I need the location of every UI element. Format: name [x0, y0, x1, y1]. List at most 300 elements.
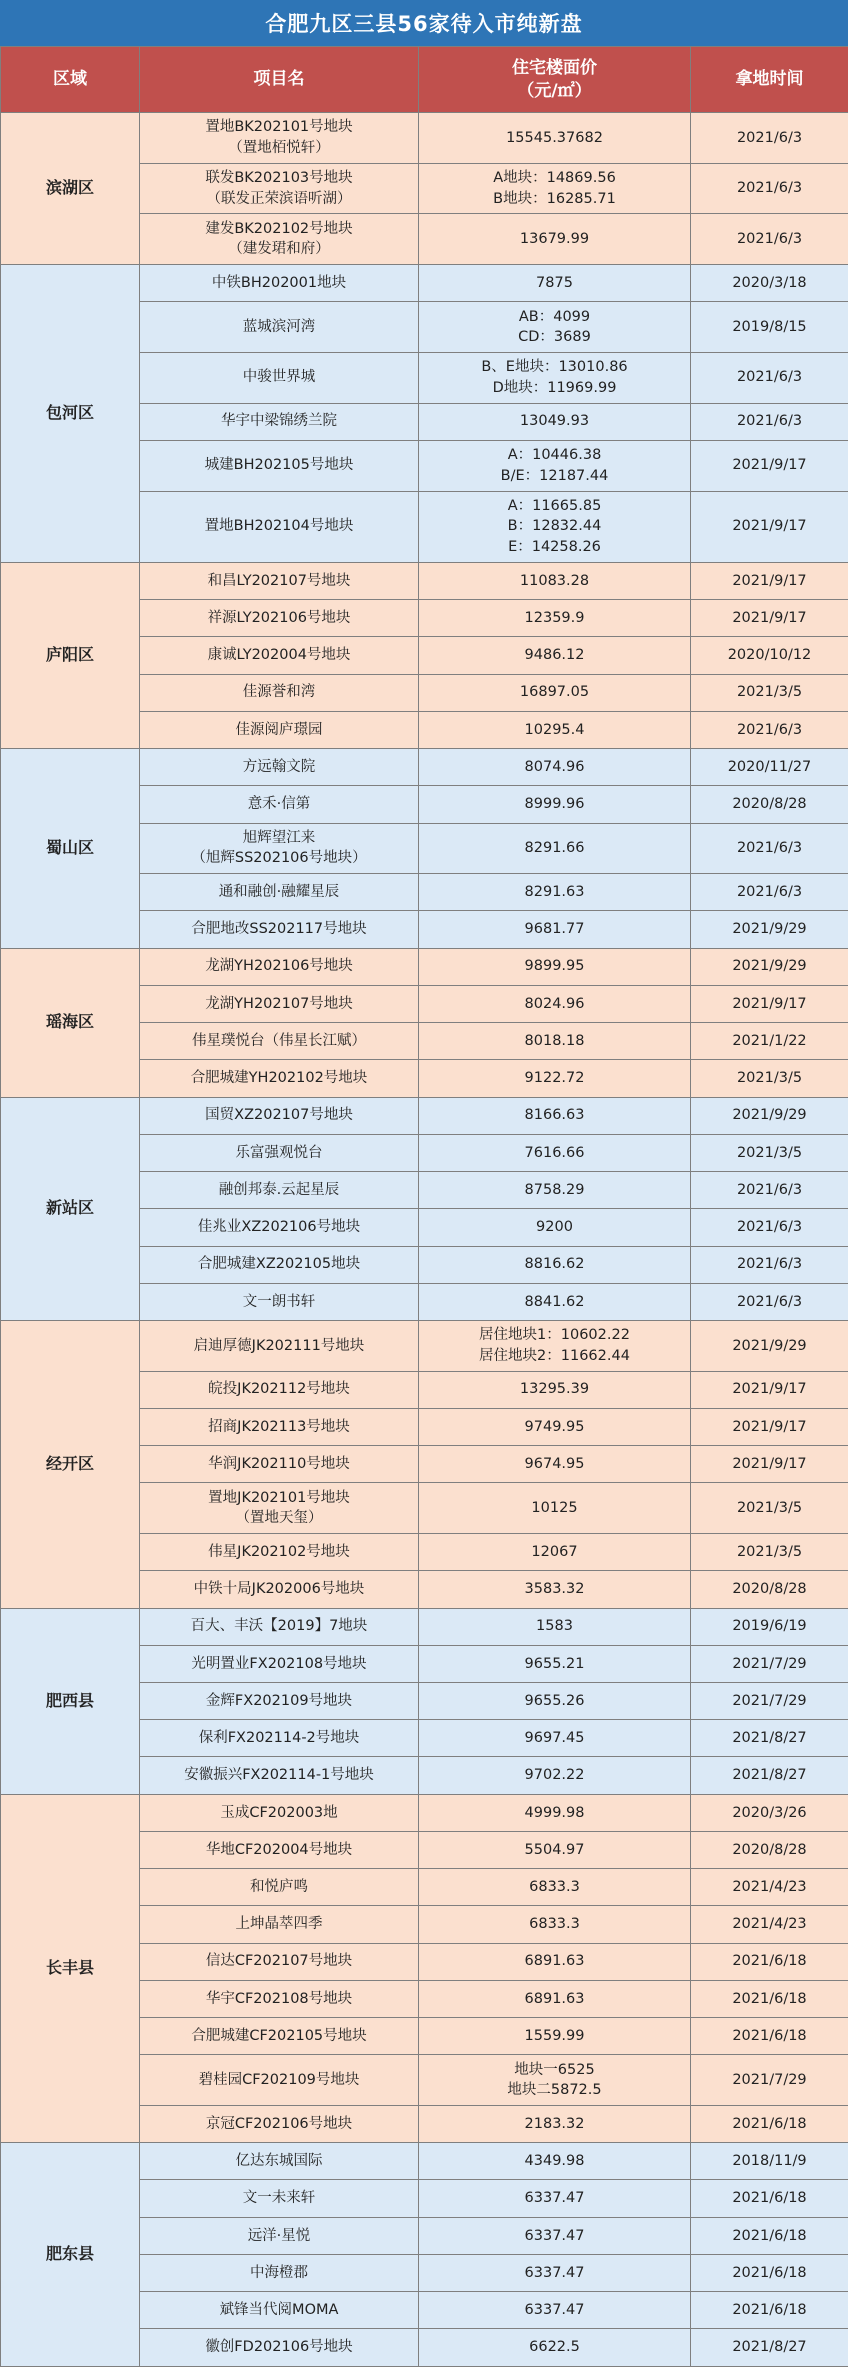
price-cell: [419, 1097, 691, 1134]
project-name-line: 置地BK202101号地块: [205, 119, 353, 136]
price-line: 地块一6525: [514, 2061, 595, 2078]
price-cell: [419, 711, 691, 748]
price-line: 6337.47: [524, 2301, 585, 2318]
project-name-line: （置地天玺）: [235, 1510, 323, 1527]
price-cell: [419, 985, 691, 1022]
project-name-line: 安徽振兴FX202114-1号地块: [184, 1767, 374, 1784]
project-name-cell: [140, 2105, 419, 2142]
date-cell: 2021/3/5: [691, 1534, 848, 1571]
project-name-line: 金辉FX202109号地块: [205, 1692, 353, 1709]
project-name-cell: [140, 874, 419, 911]
date-cell: 2021/8/27: [691, 1720, 848, 1757]
price-line: 9674.95: [524, 1455, 585, 1472]
price-line: 9486.12: [524, 647, 585, 664]
price-line: 8816.62: [524, 1256, 585, 1273]
project-name-line: 合肥城建XZ202105地块: [197, 1256, 361, 1273]
price-cell: [419, 911, 691, 948]
project-name-line: 信达CF202107号地块: [205, 1953, 353, 1970]
price-line: 8024.96: [524, 995, 585, 1012]
price-line: 7616.66: [524, 1144, 585, 1161]
table-row: [1, 948, 848, 985]
date-cell: 2021/4/23: [691, 1906, 848, 1943]
price-cell: [419, 1906, 691, 1943]
project-name-cell: [140, 1246, 419, 1283]
table-row: [1, 749, 848, 786]
project-name-line: 龙湖YH202106号地块: [205, 958, 353, 975]
price-line: 6833.3: [529, 1916, 580, 1933]
project-name-line: 融创邦泰.云起星辰: [218, 1181, 340, 1198]
project-name-line: 百大、丰沃【2019】7地块: [190, 1618, 368, 1635]
project-name-cell: [140, 1483, 419, 1534]
header-date: 拿地时间: [691, 47, 848, 113]
land-table: [0, 46, 848, 2367]
date-cell: 2021/6/3: [691, 711, 848, 748]
price-cell: [419, 562, 691, 599]
project-name-cell: [140, 1757, 419, 1794]
price-cell: [419, 2329, 691, 2367]
price-cell: [419, 1794, 691, 1831]
price-cell: [419, 1246, 691, 1283]
date-cell: 2021/6/18: [691, 2018, 848, 2055]
project-name-cell: [140, 113, 419, 164]
price-cell: [419, 2105, 691, 2142]
price-line: 4999.98: [524, 1804, 585, 1821]
date-cell: 2021/9/29: [691, 1320, 848, 1371]
date-cell: 2021/9/17: [691, 600, 848, 637]
project-name-cell: [140, 214, 419, 265]
project-name-cell: [140, 911, 419, 948]
project-name-line: 佳源阅庐璟园: [235, 721, 323, 738]
district-cell: 瑶海区: [1, 948, 140, 1097]
project-name-line: 方远翰文院: [242, 758, 316, 775]
header-district: 区域: [1, 47, 140, 113]
district-cell: 包河区: [1, 265, 140, 563]
table-row: [1, 2143, 848, 2180]
price-line: 8758.29: [524, 1181, 585, 1198]
price-cell: [419, 1757, 691, 1794]
price-line: 8291.66: [524, 840, 585, 857]
project-name-line: 光明置业FX202108号地块: [191, 1655, 367, 1672]
project-name-cell: [140, 1408, 419, 1445]
date-cell: 2021/8/27: [691, 2329, 848, 2367]
project-name-cell: [140, 674, 419, 711]
price-line: E：14258.26: [508, 538, 601, 555]
date-cell: 2021/6/18: [691, 1943, 848, 1980]
price-line: 6891.63: [524, 1953, 585, 1970]
date-cell: 2021/8/27: [691, 1757, 848, 1794]
date-cell: 2021/9/17: [691, 985, 848, 1022]
project-name-line: 皖投JK202112号地块: [208, 1381, 350, 1398]
price-line: 15545.37682: [506, 129, 603, 146]
price-line: 8841.62: [524, 1293, 585, 1310]
project-name-cell: [140, 985, 419, 1022]
date-cell: 2021/6/3: [691, 1246, 848, 1283]
project-name-cell: [140, 1371, 419, 1408]
price-cell: [419, 874, 691, 911]
date-cell: 2020/8/28: [691, 1831, 848, 1868]
price-line: 9122.72: [524, 1070, 585, 1087]
project-name-cell: [140, 2143, 419, 2180]
price-line: 9655.26: [524, 1692, 585, 1709]
project-name-line: 龙湖YH202107号地块: [205, 995, 353, 1012]
price-line: 9697.45: [524, 1730, 585, 1747]
price-cell: [419, 1320, 691, 1371]
date-cell: 2021/9/17: [691, 1446, 848, 1483]
price-line: 10295.4: [524, 721, 585, 738]
date-cell: 2021/6/18: [691, 2292, 848, 2329]
price-line: 13049.93: [519, 413, 590, 430]
project-name-line: 中铁十局JK202006号地块: [193, 1581, 365, 1598]
project-name-cell: [140, 711, 419, 748]
project-name-line: 和悦庐鸣: [250, 1878, 308, 1895]
district-cell: 蜀山区: [1, 749, 140, 949]
date-cell: 2021/6/18: [691, 2180, 848, 2217]
project-name-line: 合肥城建CF202105号地块: [191, 2027, 367, 2044]
project-name-cell: [140, 440, 419, 491]
price-line: 6891.63: [524, 1990, 585, 2007]
price-cell: [419, 1571, 691, 1608]
date-cell: 2020/11/27: [691, 749, 848, 786]
price-line: 8291.63: [524, 884, 585, 900]
price-line: 9655.21: [524, 1655, 585, 1672]
project-name-line: 联发BK202103号地块: [205, 169, 353, 186]
header-row: [1, 47, 848, 113]
price-cell: [419, 1943, 691, 1980]
price-line: 3583.32: [524, 1581, 585, 1598]
project-name-line: （置地栢悦轩）: [228, 139, 330, 156]
price-line: 8166.63: [524, 1107, 585, 1124]
price-line: 居住地块1：10602.22: [479, 1327, 630, 1344]
price-line: 7875: [536, 274, 573, 291]
date-cell: 2021/6/3: [691, 823, 848, 874]
project-name-cell: [140, 600, 419, 637]
project-name-line: 招商JK202113号地块: [208, 1418, 350, 1435]
date-cell: 2021/9/17: [691, 1408, 848, 1445]
price-line: 12067: [531, 1543, 578, 1560]
project-name-cell: [140, 1906, 419, 1943]
price-line: 5504.97: [524, 1841, 585, 1858]
header-price: [419, 47, 691, 113]
price-cell: [419, 786, 691, 823]
price-line: 4349.98: [524, 2153, 585, 2170]
project-name-line: 祥源LY202106号地块: [207, 609, 351, 626]
project-name-cell: [140, 1720, 419, 1757]
project-name-cell: [140, 1869, 419, 1906]
price-cell: [419, 403, 691, 440]
project-name-line: 意禾·信第: [247, 796, 311, 813]
table-row: [1, 1320, 848, 1371]
date-cell: 2019/6/19: [691, 1608, 848, 1645]
project-name-line: 华润JK202110号地块: [208, 1455, 350, 1472]
price-line: 9200: [536, 1219, 573, 1236]
project-name-line: 建发BK202102号地块: [205, 220, 353, 237]
date-cell: 2021/7/29: [691, 1645, 848, 1682]
price-cell: [419, 1483, 691, 1534]
date-cell: 2021/9/17: [691, 562, 848, 599]
price-line: 16897.05: [519, 684, 590, 701]
project-name-line: 碧桂园CF202109号地块: [198, 2071, 360, 2088]
district-cell: 肥西县: [1, 1608, 140, 1794]
project-name-cell: [140, 1446, 419, 1483]
project-name-cell: [140, 1831, 419, 1868]
project-name-cell: [140, 2292, 419, 2329]
district-cell: 新站区: [1, 1097, 140, 1320]
district-cell: 长丰县: [1, 1794, 140, 2143]
date-cell: 2021/6/3: [691, 1209, 848, 1246]
price-line: A：11665.85: [507, 497, 602, 514]
price-cell: [419, 674, 691, 711]
project-name-cell: [140, 2254, 419, 2291]
project-name-line: 乐富强观悦台: [235, 1144, 323, 1161]
project-name-cell: [140, 1608, 419, 1645]
project-name-line: 华宇中梁锦绣兰院: [221, 413, 337, 430]
price-line: D地块：11969.99: [492, 379, 617, 396]
project-name-cell: [140, 1209, 419, 1246]
project-name-cell: [140, 562, 419, 599]
table-row: [1, 1794, 848, 1831]
price-line: A：10446.38: [507, 447, 602, 464]
project-name-cell: [140, 749, 419, 786]
project-name-line: 置地JK202101号地块: [208, 1489, 350, 1506]
price-cell: [419, 600, 691, 637]
project-name-line: 徽创FD202106号地块: [205, 2339, 353, 2356]
project-name-cell: [140, 1134, 419, 1171]
price-line: B/E：12187.44: [500, 467, 609, 484]
project-name-line: 合肥地改SS202117号地块: [191, 921, 367, 938]
table-row: [1, 1608, 848, 1645]
price-cell: [419, 1980, 691, 2017]
price-cell: [419, 1023, 691, 1060]
date-cell: 2021/3/5: [691, 1483, 848, 1534]
project-name-line: 文一未来轩: [242, 2190, 316, 2207]
price-line: 9681.77: [524, 921, 585, 938]
project-name-line: 华宇CF202108号地块: [205, 1990, 353, 2007]
date-cell: 2021/9/17: [691, 491, 848, 562]
date-cell: 2021/9/17: [691, 440, 848, 491]
price-line: 10125: [531, 1499, 578, 1516]
price-line: 8018.18: [524, 1032, 585, 1049]
date-cell: 2021/6/3: [691, 352, 848, 403]
project-name-line: 和昌LY202107号地块: [207, 572, 351, 589]
price-cell: [419, 1371, 691, 1408]
price-cell: [419, 302, 691, 353]
table-row: [1, 1097, 848, 1134]
project-name-cell: [140, 2055, 419, 2106]
price-line: 11083.28: [519, 572, 590, 589]
price-cell: [419, 823, 691, 874]
project-name-cell: [140, 2018, 419, 2055]
price-cell: [419, 1446, 691, 1483]
date-cell: 2021/6/18: [691, 2254, 848, 2291]
project-name-cell: [140, 2217, 419, 2254]
project-name-cell: [140, 1283, 419, 1320]
price-cell: [419, 265, 691, 302]
price-cell: [419, 352, 691, 403]
project-name-line: 伟星JK202102号地块: [208, 1543, 350, 1560]
price-cell: [419, 2292, 691, 2329]
date-cell: 2021/9/17: [691, 1371, 848, 1408]
project-name-line: 通和融创·融耀星辰: [218, 884, 340, 900]
project-name-cell: [140, 1172, 419, 1209]
project-name-cell: [140, 163, 419, 214]
project-name-cell: [140, 948, 419, 985]
district-cell: 庐阳区: [1, 562, 140, 748]
project-name-line: 国贸XZ202107号地块: [205, 1107, 353, 1124]
price-line: 9899.95: [524, 958, 585, 975]
price-cell: [419, 1534, 691, 1571]
price-line: 1583: [536, 1618, 573, 1635]
project-name-cell: [140, 265, 419, 302]
price-line: 地块二5872.5: [507, 2082, 602, 2099]
project-name-line: 上坤晶萃四季: [235, 1916, 323, 1933]
price-cell: [419, 2254, 691, 2291]
project-name-line: （联发正荣滨语听湖）: [206, 190, 352, 207]
project-name-cell: [140, 1023, 419, 1060]
table-title: 合肥九区三县56家待入市纯新盘: [0, 0, 848, 46]
price-line: 6833.3: [529, 1878, 580, 1895]
date-cell: 2021/6/3: [691, 113, 848, 164]
header-project: 项目名: [140, 47, 419, 113]
date-cell: 2020/10/12: [691, 637, 848, 674]
project-name-cell: [140, 1097, 419, 1134]
project-name-cell: [140, 2180, 419, 2217]
project-name-cell: [140, 1980, 419, 2017]
price-cell: [419, 1060, 691, 1097]
price-line: 8999.96: [524, 796, 585, 813]
project-name-line: 佳兆业XZ202106号地块: [197, 1219, 361, 1236]
price-line: 13679.99: [519, 230, 590, 247]
header-price-line2: （元/㎡）: [517, 80, 592, 101]
price-cell: [419, 2055, 691, 2106]
date-cell: 2021/6/18: [691, 2105, 848, 2142]
price-line: 6337.47: [524, 2264, 585, 2281]
district-cell: 滨湖区: [1, 113, 140, 265]
price-cell: [419, 2143, 691, 2180]
price-line: 1559.99: [524, 2027, 585, 2044]
price-cell: [419, 948, 691, 985]
project-name-line: （旭辉SS202106号地块）: [191, 850, 367, 867]
header-price-line1: 住宅楼面价: [512, 57, 597, 78]
price-line: 6622.5: [529, 2339, 580, 2356]
project-name-cell: [140, 1645, 419, 1682]
project-name-cell: [140, 1682, 419, 1719]
date-cell: 2020/8/28: [691, 786, 848, 823]
project-name-line: 合肥城建YH202102号地块: [190, 1070, 368, 1087]
project-name-line: 中海橙郡: [250, 2264, 308, 2281]
price-cell: [419, 637, 691, 674]
price-line: 2183.32: [524, 2115, 585, 2132]
price-cell: [419, 491, 691, 562]
date-cell: 2021/6/3: [691, 874, 848, 911]
project-name-cell: [140, 403, 419, 440]
project-name-line: 亿达东城国际: [235, 2153, 323, 2170]
project-name-line: 斌锋当代阅MOMA: [219, 2301, 339, 2318]
price-cell: [419, 1283, 691, 1320]
date-cell: 2021/7/29: [691, 1682, 848, 1719]
date-cell: 2021/3/5: [691, 674, 848, 711]
date-cell: 2021/9/29: [691, 1097, 848, 1134]
price-cell: [419, 1172, 691, 1209]
date-cell: 2021/6/3: [691, 1283, 848, 1320]
date-cell: 2020/3/18: [691, 265, 848, 302]
price-cell: [419, 1408, 691, 1445]
project-name-cell: [140, 823, 419, 874]
project-name-line: （建发珺和府）: [228, 241, 330, 258]
project-name-line: 城建BH202105号地块: [204, 457, 354, 474]
price-line: 13295.39: [519, 1381, 590, 1398]
price-cell: [419, 440, 691, 491]
price-line: 6337.47: [524, 2227, 585, 2244]
project-name-cell: [140, 1794, 419, 1831]
date-cell: 2021/7/29: [691, 2055, 848, 2106]
date-cell: 2021/6/18: [691, 1980, 848, 2017]
price-line: B：12832.44: [507, 518, 602, 535]
project-name-line: 中铁BH202001地块: [211, 274, 347, 291]
project-name-line: 保利FX202114-2号地块: [198, 1730, 360, 1747]
project-name-line: 置地BH202104号地块: [204, 518, 354, 535]
date-cell: 2021/6/3: [691, 163, 848, 214]
date-cell: 2021/9/29: [691, 911, 848, 948]
price-cell: [419, 1645, 691, 1682]
project-name-line: 玉成CF202003地: [220, 1804, 338, 1821]
project-name-line: 伟星璞悦台（伟星长江赋）: [192, 1032, 366, 1049]
project-name-line: 中骏世界城: [242, 369, 316, 386]
price-cell: [419, 214, 691, 265]
project-name-cell: [140, 786, 419, 823]
price-cell: [419, 113, 691, 164]
project-name-cell: [140, 352, 419, 403]
project-name-line: 文一朗书轩: [242, 1293, 316, 1310]
date-cell: 2020/8/28: [691, 1571, 848, 1608]
project-name-line: 旭辉望江来: [242, 829, 316, 846]
price-cell: [419, 1869, 691, 1906]
price-line: CD：3689: [518, 329, 591, 346]
date-cell: 2021/3/5: [691, 1060, 848, 1097]
date-cell: 2020/3/26: [691, 1794, 848, 1831]
price-cell: [419, 1608, 691, 1645]
project-name-line: 蓝城滨河湾: [242, 318, 316, 335]
project-name-cell: [140, 2329, 419, 2367]
district-cell: 经开区: [1, 1320, 140, 1608]
project-name-cell: [140, 1943, 419, 1980]
price-line: 9702.22: [524, 1767, 585, 1784]
project-name-cell: [140, 491, 419, 562]
price-line: 8074.96: [524, 758, 585, 775]
project-name-line: 康诚LY202004号地块: [207, 647, 351, 664]
project-name-cell: [140, 1320, 419, 1371]
price-cell: [419, 1209, 691, 1246]
price-cell: [419, 2217, 691, 2254]
price-cell: [419, 163, 691, 214]
project-name-line: 京冠CF202106号地块: [205, 2115, 353, 2132]
date-cell: 2021/6/3: [691, 403, 848, 440]
date-cell: 2021/3/5: [691, 1134, 848, 1171]
price-cell: [419, 1720, 691, 1757]
district-cell: 肥东县: [1, 2143, 140, 2367]
price-line: A地块：14869.56: [493, 169, 616, 186]
price-cell: [419, 2180, 691, 2217]
project-name-cell: [140, 637, 419, 674]
price-line: B、E地块：13010.86: [481, 359, 628, 376]
date-cell: 2018/11/9: [691, 2143, 848, 2180]
table-row: [1, 113, 848, 164]
price-line: B地块：16285.71: [493, 190, 616, 207]
date-cell: 2021/4/23: [691, 1869, 848, 1906]
price-line: 9749.95: [524, 1418, 585, 1435]
project-name-cell: [140, 302, 419, 353]
price-cell: [419, 2018, 691, 2055]
table-row: [1, 265, 848, 302]
